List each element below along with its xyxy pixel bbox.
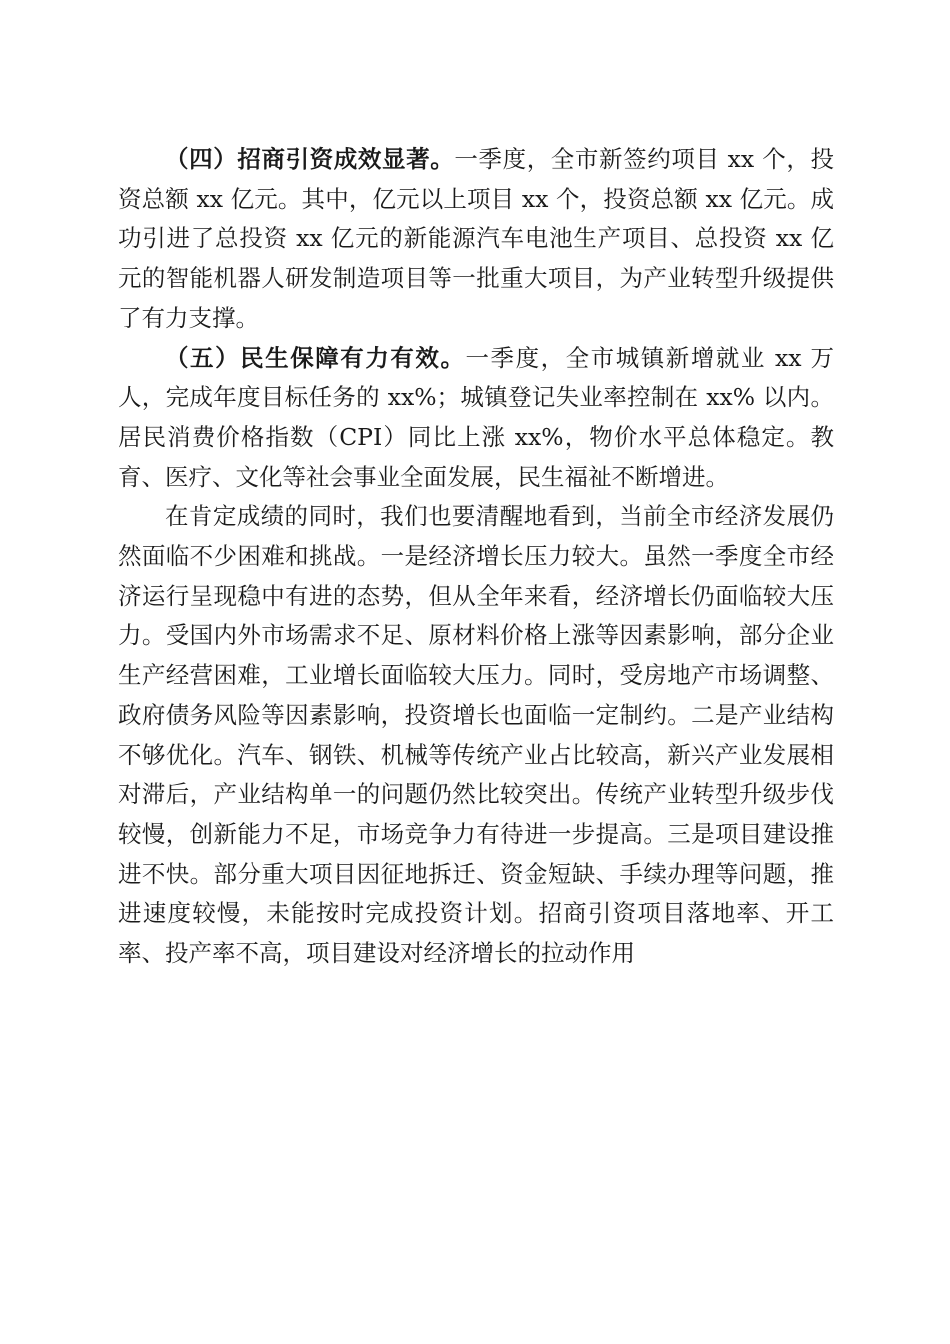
paragraph-text: 在肯定成绩的同时，我们也要清醒地看到，当前全市经济发展仍然面临不少困难和挑战。一是经济增长压力较大。虽然一季度全市经济运行呈现稳中有进的态势，但从全年来看，经济增长仍面临较大压力。受国内外市场需求不足、原材料价格上涨等因素影响，部分企业生产经营困难，工业增长面临较大压力。同时，受房地产市场调整、政府债务风险等因素影响，投资增长也面临一定制约。二是产业结构不够优化。汽车、钢铁、机械等传统产业占比较高，新兴产业发展相对滞后，产业结构单一的问题仍然比较突出。传统产业转型升级步伐较慢，创新能力不足，市场竞争力有待进一步提高。三是项目建设推进不快。部分重大项目因征地拆迁、资金短缺、手续办理等问题，推进速度较慢，未能按时完成投资计划。招商引资项目落地率、开工率、投产率不高，项目建设对经济增长的拉动作用 [118,502,834,968]
paragraph-livelihood [118,339,834,498]
section-heading-4: （四）招商引资成效显著。 [165,145,455,173]
paragraph-investment [118,140,834,339]
document-body [118,140,834,974]
paragraph-text: 一季度，全市城镇新增就业 xx 万人，完成年度目标任务的 xx%；城镇登记失业率控制在 xx% 以内。居民消费价格指数（CPI）同比上涨 xx%，物价水平总体稳定。教育、医疗、文化等社会事业全面发展，民生福祉不断增进。 [118,343,834,491]
section-heading-5: （五）民生保障有力有效。 [165,343,466,372]
paragraph-text: 一季度，全市新签约项目 xx 个，投资总额 xx 亿元。其中，亿元以上项目 xx 个，投资总额 xx 亿元。成功引进了总投资 xx 亿元的新能源汽车电池生产项目、总投资 xx 亿元的智能机器人研发制造项目等一批重大项目，为产业转型升级提供了有力支撑。 [118,145,834,332]
paragraph-challenges [118,497,834,973]
